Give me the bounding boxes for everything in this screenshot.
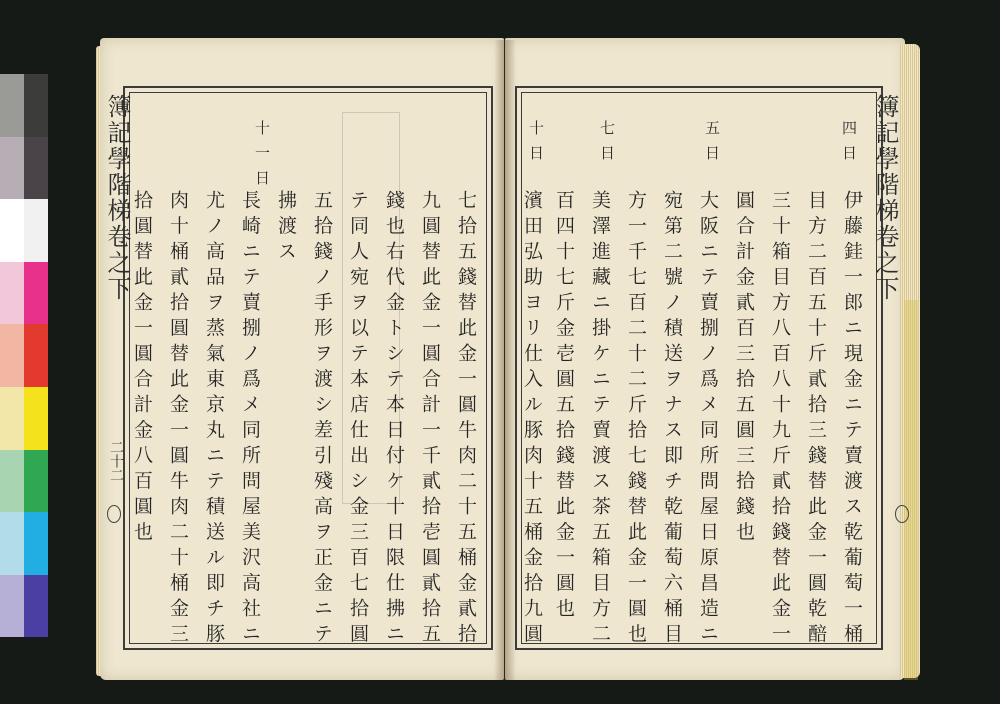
color-swatch [0,137,24,200]
left-column-1: 七拾五錢替此金一圓牛肉二十五桶金貳拾 [455,190,477,649]
color-swatch [0,575,24,638]
color-swatch [24,450,48,513]
right-column-6: 宛第二號ノ積送ヲナス即チ乾葡萄六桶目 [661,190,683,649]
color-swatch [24,137,48,200]
right-date-1: 四日 [840,120,858,170]
right-column-8: 美澤進藏ニ掛ケニテ賣渡ス茶五箱目方二 [589,190,611,649]
right-column-7: 方一千七百二十二斤拾七錢替此金一圓也 [625,190,647,649]
left-column-8: 尤ノ高品ヲ蒸氣東京丸ニテ積送ル即チ豚 [203,190,225,649]
color-swatch [24,387,48,450]
left-column-3: 錢也右代金トシテ本日付ケ十日限仕拂ニ [383,190,405,649]
left-column-9: 肉十桶貳拾圓替此金一圓牛肉二十桶金三 [167,190,189,649]
book-gutter [494,40,516,680]
right-date-2: 五日 [703,120,721,170]
color-swatch [24,324,48,387]
left-column-6: 拂渡ス [275,190,297,267]
color-calibration-strip [0,74,48,638]
color-swatch [24,575,48,638]
right-date-4: 十日 [527,120,545,170]
color-swatch [0,512,24,575]
color-swatch [24,262,48,325]
color-swatch [0,324,24,387]
color-swatch [0,262,24,325]
left-column-5: 五拾錢ノ手形ヲ渡シ差引殘高ヲ正金ニテ [311,190,333,649]
left-date-label: 十一日 [253,120,271,195]
left-column-4: テ同人宛ヲ以テ本店仕出シ金三百七拾圓 [347,190,369,649]
color-swatch [0,74,24,137]
left-column-10: 拾圓替此金一圓合計金八百圓也 [131,190,153,547]
right-column-9: 百四十七斤金壱圓五拾錢替此金一圓也 [553,190,575,624]
left-column-7: 長崎ニテ賣捌ノ爲メ同所問屋美沢高社ニ [239,190,261,649]
color-swatch [0,387,24,450]
right-column-3: 三十箱目方八百八十九斤貳拾錢替此金一 [769,190,791,649]
right-header: 簿記學階梯卷之下 [871,94,899,302]
folio-number: 二十二 [108,440,124,482]
right-column-10: 濱田弘助ヨリ仕入ル豚肉十五桶金拾九圓 [521,190,543,649]
right-date-3: 七日 [598,120,616,170]
color-swatch [0,450,24,513]
left-column-2: 九圓替此金一圓合計一千貳拾壱圓貳拾五 [419,190,441,649]
fold-mark [107,505,121,523]
left-header: 簿記學階梯卷之下 [103,94,131,302]
color-swatch [24,74,48,137]
color-swatch [24,512,48,575]
right-column-1: 伊藤銈一郎ニ現金ニテ賣渡ス乾葡萄一桶 [841,190,863,649]
color-swatch [24,199,48,262]
fold-mark-right [895,505,909,523]
page-edge-stain [904,300,918,680]
right-column-2: 目方二百五十斤貳拾三錢替此金一圓乾醅 [805,190,827,649]
right-column-4: 圓合計金貳百三拾五圓三拾錢也 [733,190,755,547]
right-column-5: 大阪ニテ賣捌ノ爲メ同所問屋日原昌造ニ [697,190,719,649]
color-swatch [0,199,24,262]
